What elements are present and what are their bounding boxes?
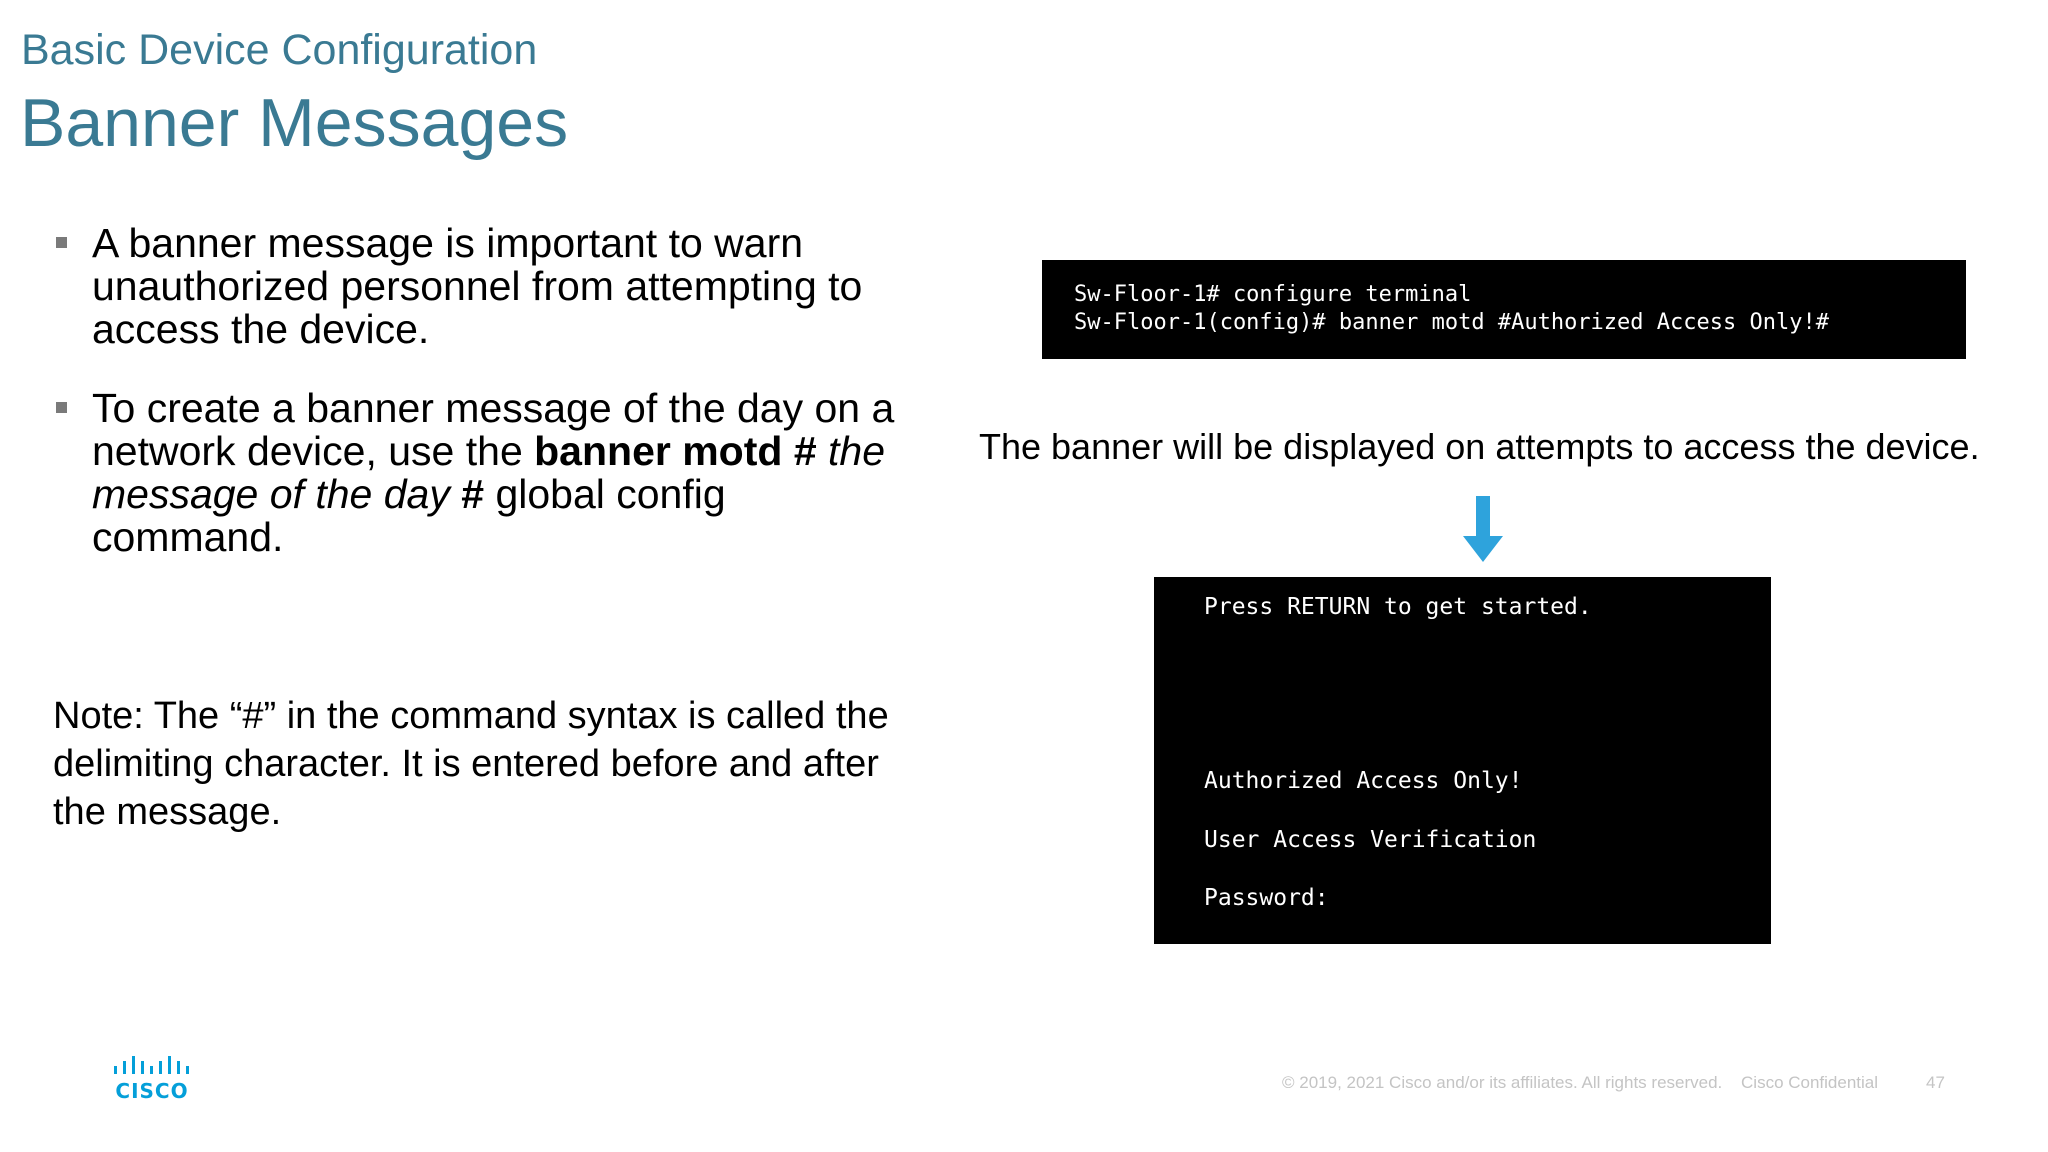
bullet-text-part: global config command.	[92, 471, 726, 560]
confidential-text: Cisco Confidential	[1741, 1073, 1879, 1092]
copyright-text: © 2019, 2021 Cisco and/or its affiliates. All rights reserved.	[1282, 1073, 1723, 1092]
logo-wordmark: CISCO	[115, 1079, 189, 1103]
bullet-text: A banner message is important to warn unauthorized personnel from attempting to access the device.	[92, 220, 863, 352]
cisco-bars-icon	[110, 1055, 194, 1077]
banner-caption: The banner will be displayed on attempts to access the device.	[979, 426, 1980, 467]
bullet-square-icon	[56, 402, 67, 413]
login-terminal	[1154, 577, 1771, 944]
terminal-line: Press RETURN to get started.	[1204, 594, 1592, 620]
terminal-line: Sw-Floor-1(config)# banner motd #Authorized Access Only!#	[1074, 310, 1829, 335]
slide-subtitle: Basic Device Configuration	[21, 26, 538, 74]
bullet-list	[50, 222, 910, 595]
config-terminal	[1042, 260, 1966, 359]
terminal-line: Sw-Floor-1# configure terminal	[1074, 282, 1472, 307]
bullet-square-icon	[56, 237, 67, 248]
terminal-line: User Access Verification	[1204, 827, 1537, 853]
bullet-text-part: To create a banner message of the day on a network device, use the	[92, 385, 895, 474]
terminal-line: Authorized Access Only!	[1204, 768, 1523, 794]
terminal-line: Password:	[1204, 885, 1329, 911]
command-argument: the message of the day	[92, 428, 886, 517]
command-keyword: banner motd #	[534, 428, 817, 474]
footer	[1282, 1073, 1892, 1093]
bullet-item	[50, 387, 910, 559]
page-number: 47	[1926, 1073, 1945, 1092]
cisco-logo-icon	[110, 1055, 194, 1101]
bullet-item	[50, 222, 910, 351]
command-delimiter: #	[461, 471, 485, 517]
slide-title: Banner Messages	[20, 85, 569, 161]
note-text: Note: The “#” in the command syntax is called the delimiting character. It is entered before and after the message.	[53, 695, 889, 833]
down-arrow-icon	[1461, 496, 1505, 564]
